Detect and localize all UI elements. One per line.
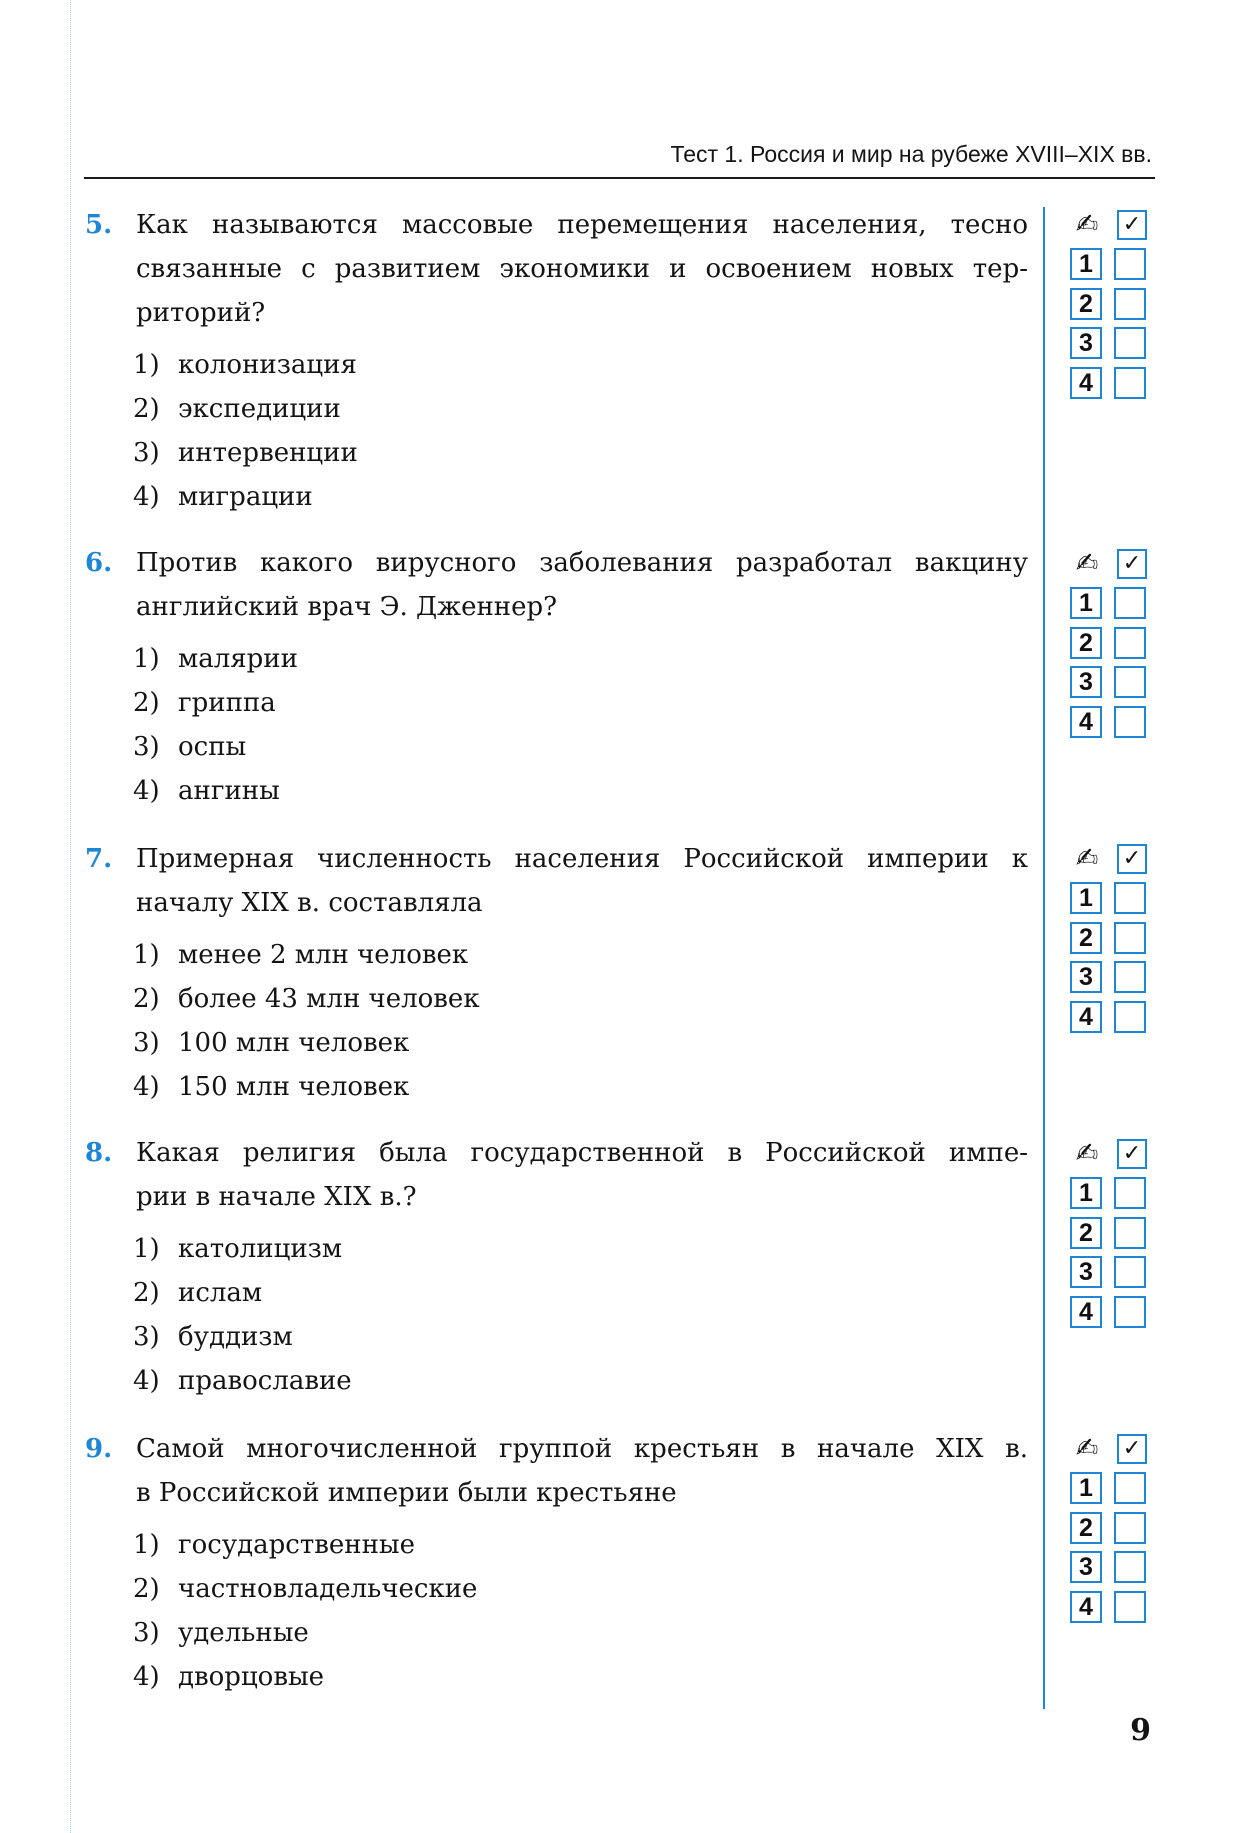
answer-options (133, 637, 1040, 813)
answer-option (133, 1227, 1040, 1271)
question-8 (0, 1131, 1040, 1403)
answer-column-divider (1043, 207, 1045, 1709)
answer-row (1070, 1252, 1150, 1291)
question-text-line: Против какого вирусного заболевания разработал вакцину (136, 548, 1028, 578)
answer-option (133, 1611, 1040, 1655)
answer-empty-box (1114, 248, 1146, 280)
pen-writing-icon: ✍ (1075, 1433, 1099, 1464)
checkmark-box (1117, 210, 1147, 240)
answer-grid (1070, 1134, 1150, 1331)
answer-option (133, 725, 1040, 769)
answer-grid-header (1070, 544, 1150, 583)
answer-option (133, 637, 1040, 681)
answer-row (1070, 1173, 1150, 1212)
option-text: миграции (178, 482, 313, 512)
question-text-line: началу XIX в. составляла (136, 888, 483, 918)
answer-row (1070, 878, 1150, 917)
answer-empty-box (1114, 882, 1146, 914)
answer-empty-box (1114, 1256, 1146, 1288)
option-text: малярии (178, 644, 298, 674)
option-number: 2) (133, 1574, 160, 1604)
question-text-line: Примерная численность населения Российской империи к (136, 844, 1028, 874)
checkmark-icon: ✓ (1122, 1436, 1142, 1461)
answer-empty-box (1114, 1472, 1146, 1504)
answer-empty-box (1114, 587, 1146, 619)
option-number: 1) (133, 644, 160, 674)
answer-option (133, 1655, 1040, 1699)
answer-number-box: 2 (1070, 627, 1102, 659)
option-text: частновладельческие (178, 1574, 478, 1604)
answer-option (133, 681, 1040, 725)
answer-number-box: 1 (1070, 1177, 1102, 1209)
option-number: 2) (133, 394, 160, 424)
pen-writing-icon: ✍ (1075, 548, 1099, 579)
option-text: экспедиции (178, 394, 341, 424)
answer-option (133, 977, 1040, 1021)
answer-options (133, 1523, 1040, 1699)
answer-row (1070, 957, 1150, 996)
option-number: 3) (133, 1322, 160, 1352)
question-number: 5. (85, 210, 113, 240)
question-5 (0, 203, 1040, 519)
option-number: 4) (133, 482, 160, 512)
checkmark-box (1117, 844, 1147, 874)
answer-empty-box (1114, 1512, 1146, 1544)
answer-number-box: 4 (1070, 706, 1102, 738)
question-text (136, 541, 1028, 629)
checkmark-icon: ✓ (1122, 846, 1142, 871)
option-number: 4) (133, 776, 160, 806)
answer-option (133, 1523, 1040, 1567)
question-text-line: Как называются массовые перемещения населения, тесно (136, 210, 1028, 240)
option-number: 4) (133, 1366, 160, 1396)
option-text: удельные (178, 1618, 309, 1648)
answer-row (1070, 918, 1150, 957)
answer-number-box: 4 (1070, 1591, 1102, 1623)
option-number: 2) (133, 688, 160, 718)
answer-option (133, 933, 1040, 977)
answer-row (1070, 284, 1150, 323)
question-number: 8. (85, 1138, 113, 1168)
option-number: 1) (133, 940, 160, 970)
answer-option (133, 1359, 1040, 1403)
answer-grid-header (1070, 1429, 1150, 1468)
answer-number-box: 4 (1070, 1296, 1102, 1328)
answer-option (133, 1315, 1040, 1359)
answer-row (1070, 1292, 1150, 1331)
answer-option (133, 343, 1040, 387)
answer-row (1070, 1587, 1150, 1626)
answer-row (1070, 363, 1150, 402)
question-text-line: риторий? (136, 298, 266, 328)
answer-empty-box (1114, 1177, 1146, 1209)
answer-number-box: 3 (1070, 666, 1102, 698)
answer-options (133, 1227, 1040, 1403)
answer-row (1070, 997, 1150, 1036)
option-number: 3) (133, 1028, 160, 1058)
checkmark-box (1117, 1434, 1147, 1464)
answer-option (133, 431, 1040, 475)
option-number: 3) (133, 732, 160, 762)
option-number: 2) (133, 1278, 160, 1308)
answer-option (133, 387, 1040, 431)
question-text-line: рии в начале XIX в.? (136, 1182, 417, 1212)
answer-row (1070, 1508, 1150, 1547)
answer-empty-box (1114, 288, 1146, 320)
question-text-line: в Российской империи были крестьяне (136, 1478, 677, 1508)
option-text: 150 млн человек (178, 1072, 410, 1102)
running-header: Тест 1. Россия и мир на рубеже XVIII–XIX вв. (670, 141, 1152, 167)
answer-number-box: 3 (1070, 1551, 1102, 1583)
answer-row (1070, 623, 1150, 662)
answer-empty-box (1114, 1551, 1146, 1583)
option-text: интервенции (178, 438, 358, 468)
question-7 (0, 837, 1040, 1109)
question-text-line: Самой многочисленной группой крестьян в начале XIX в. (136, 1434, 1028, 1464)
page-number: 9 (1130, 1713, 1151, 1748)
question-number: 7. (85, 844, 113, 874)
answer-option (133, 1567, 1040, 1611)
answer-number-box: 2 (1070, 1512, 1102, 1544)
answer-number-box: 1 (1070, 1472, 1102, 1504)
answer-number-box: 2 (1070, 922, 1102, 954)
header-rule (84, 177, 1155, 179)
option-number: 3) (133, 438, 160, 468)
answer-empty-box (1114, 1296, 1146, 1328)
answer-empty-box (1114, 1591, 1146, 1623)
answer-row (1070, 1547, 1150, 1586)
option-number: 1) (133, 1530, 160, 1560)
option-text: более 43 млн человек (178, 984, 480, 1014)
option-number: 1) (133, 1234, 160, 1264)
pen-writing-icon: ✍ (1075, 1138, 1099, 1169)
checkmark-icon: ✓ (1122, 212, 1142, 237)
answer-empty-box (1114, 367, 1146, 399)
answer-grid-header (1070, 839, 1150, 878)
question-text (136, 203, 1028, 335)
option-text: ислам (178, 1278, 263, 1308)
question-number: 6. (85, 548, 113, 578)
question-text-line: Какая религия была государственной в Российской импе- (136, 1138, 1028, 1168)
question-number: 9. (85, 1434, 113, 1464)
option-text: гриппа (178, 688, 276, 718)
pen-writing-icon: ✍ (1075, 209, 1099, 240)
answer-empty-box (1114, 1217, 1146, 1249)
answer-row (1070, 244, 1150, 283)
option-number: 4) (133, 1072, 160, 1102)
answer-grid (1070, 544, 1150, 741)
answer-empty-box (1114, 327, 1146, 359)
answer-number-box: 3 (1070, 327, 1102, 359)
answer-number-box: 3 (1070, 961, 1102, 993)
question-9 (0, 1427, 1040, 1699)
option-text: ангины (178, 776, 280, 806)
option-text: менее 2 млн человек (178, 940, 469, 970)
answer-option (133, 769, 1040, 813)
answer-option (133, 475, 1040, 519)
checkmark-icon: ✓ (1122, 551, 1142, 576)
answer-options (133, 933, 1040, 1109)
answer-number-box: 1 (1070, 248, 1102, 280)
option-text: дворцовые (178, 1662, 325, 1692)
checkmark-box (1117, 1139, 1147, 1169)
answer-number-box: 3 (1070, 1256, 1102, 1288)
pen-writing-icon: ✍ (1075, 843, 1099, 874)
answer-option (133, 1271, 1040, 1315)
option-number: 1) (133, 350, 160, 380)
question-text (136, 1427, 1028, 1515)
option-text: католицизм (178, 1234, 343, 1264)
answer-number-box: 1 (1070, 882, 1102, 914)
option-text: 100 млн человек (178, 1028, 410, 1058)
answer-empty-box (1114, 961, 1146, 993)
answer-grid (1070, 839, 1150, 1036)
answer-grid-header (1070, 1134, 1150, 1173)
answer-options (133, 343, 1040, 519)
answer-number-box: 4 (1070, 1001, 1102, 1033)
answer-empty-box (1114, 706, 1146, 738)
option-text: буддизм (178, 1322, 293, 1352)
answer-empty-box (1114, 666, 1146, 698)
question-text-line: связанные с развитием экономики и освоением новых тер- (136, 254, 1028, 284)
answer-grid-header (1070, 205, 1150, 244)
question-text-line: английский врач Э. Дженнер? (136, 592, 558, 622)
answer-empty-box (1114, 627, 1146, 659)
answer-option (133, 1021, 1040, 1065)
option-text: государственные (178, 1530, 415, 1560)
option-text: оспы (178, 732, 247, 762)
answer-empty-box (1114, 922, 1146, 954)
answer-row (1070, 702, 1150, 741)
option-text: православие (178, 1366, 352, 1396)
question-text (136, 1131, 1028, 1219)
answer-row (1070, 662, 1150, 701)
answer-number-box: 2 (1070, 288, 1102, 320)
answer-row (1070, 1468, 1150, 1507)
option-text: колонизация (178, 350, 357, 380)
answer-number-box: 1 (1070, 587, 1102, 619)
answer-option (133, 1065, 1040, 1109)
answer-number-box: 4 (1070, 367, 1102, 399)
answer-row (1070, 323, 1150, 362)
question-6 (0, 541, 1040, 813)
answer-row (1070, 1213, 1150, 1252)
answer-grid (1070, 205, 1150, 402)
answer-empty-box (1114, 1001, 1146, 1033)
checkmark-icon: ✓ (1122, 1141, 1142, 1166)
answer-grid (1070, 1429, 1150, 1626)
option-number: 4) (133, 1662, 160, 1692)
answer-number-box: 2 (1070, 1217, 1102, 1249)
answer-row (1070, 583, 1150, 622)
checkmark-box (1117, 549, 1147, 579)
option-number: 2) (133, 984, 160, 1014)
question-text (136, 837, 1028, 925)
option-number: 3) (133, 1618, 160, 1648)
